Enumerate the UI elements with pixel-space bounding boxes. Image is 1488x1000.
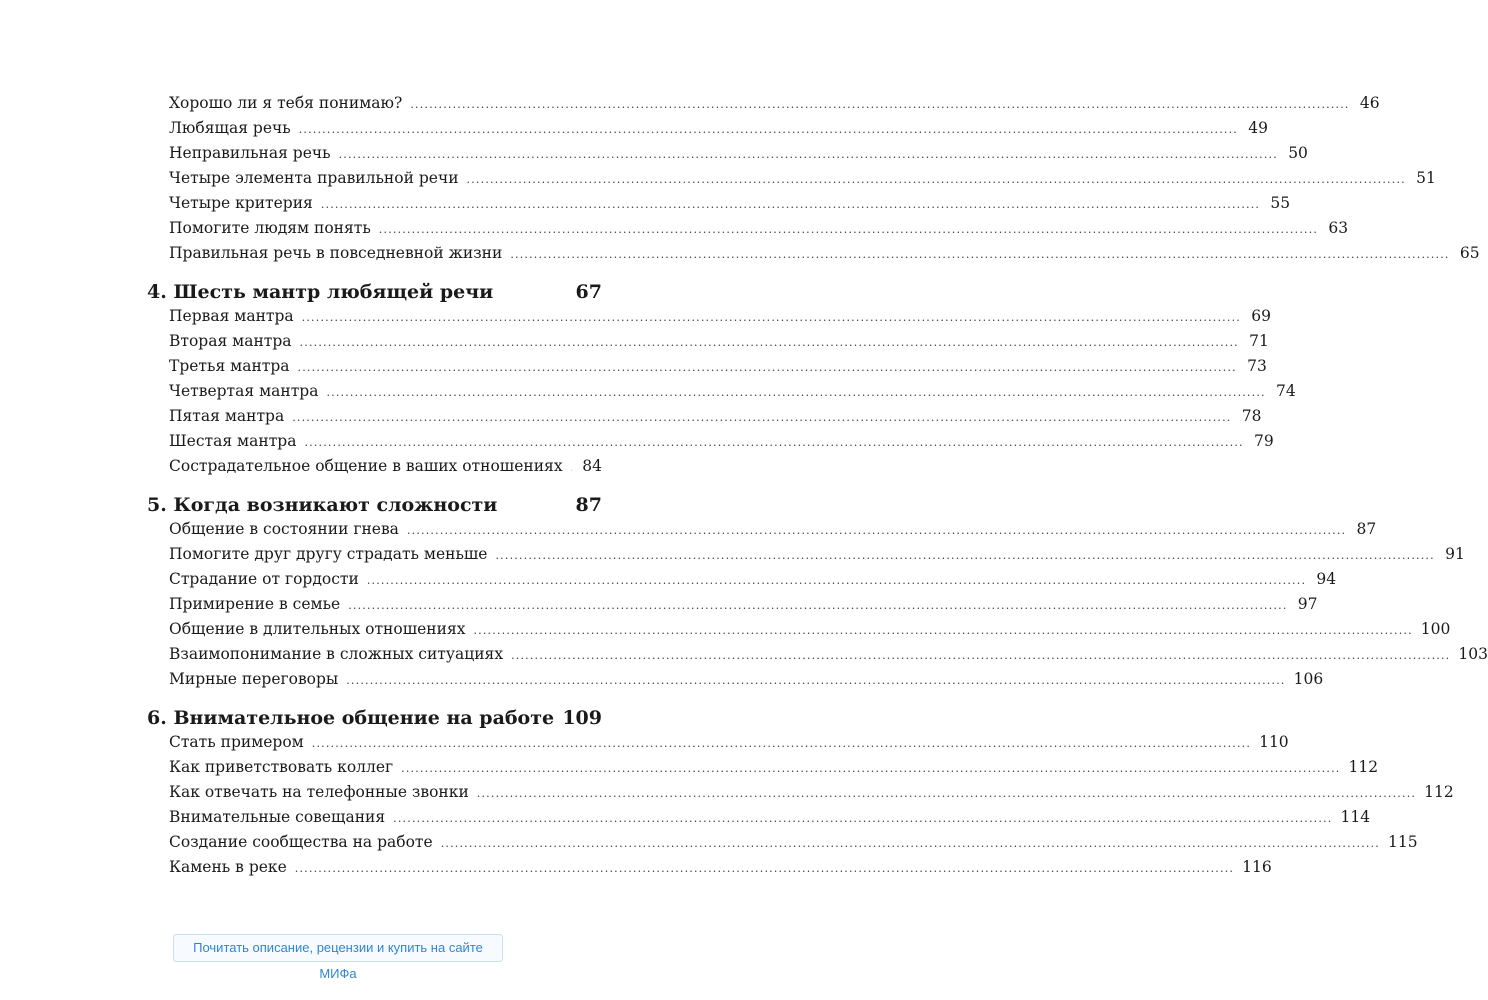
dot-leader: ........................................................................................................................................................................................................ [393,812,1333,825]
entry-page-number: 94 [1316,570,1337,588]
entry-page-number: 71 [1249,332,1269,350]
toc-entry [169,570,1337,588]
chapter-title: 5. Когда возникают сложности [147,494,498,516]
entry-title: Взаимопонимание в сложных ситуациях [169,645,504,663]
entry-title: Неправильная речь [169,144,331,162]
toc-entry [169,645,1488,663]
dot-leader: ........................................................................................................................................................................................................ [511,649,1451,662]
dot-leader: ........................................................................................................................................................................................................ [311,737,1252,750]
chapter-page-number: 87 [575,494,602,516]
dot-leader [571,461,572,474]
entry-title: Мирные переговоры [169,670,339,688]
entry-title: Четвертая мантра [169,382,319,400]
entry-page-number: 63 [1328,219,1349,237]
entry-page-number: 114 [1340,808,1371,826]
entry-page-number: 55 [1270,194,1291,212]
dot-leader: ........................................................................................................................................................................................................ [476,787,1417,800]
dot-leader: ........................................................................................................................................................................................................ [466,173,1406,186]
entry-title: Четыре элемента правильной речи [169,169,459,187]
entry-page-number: 97 [1297,595,1318,613]
toc-entry [169,244,1480,262]
dot-leader: ........................................................................................................................................................................................................ [326,386,1266,399]
entry-title: Примирение в семье [169,595,341,613]
toc-entry [169,620,1451,638]
dot-leader: ........................................................................................................................................................................................................ [378,223,1319,236]
toc-entry [169,94,1380,112]
entry-title: Первая мантра [169,307,294,325]
entry-page-number: 100 [1420,620,1451,638]
entry-title: Помогите друг другу страдать меньше [169,545,488,563]
entry-page-number: 50 [1288,144,1308,162]
entry-page-number: 112 [1424,783,1454,801]
toc-entry [169,332,1269,350]
dot-leader: ........................................................................................................................................................................................................ [440,837,1381,850]
toc-entry [169,808,1371,826]
dot-leader: ........................................................................................................................................................................................................ [301,311,1241,324]
entry-page-number: 110 [1259,733,1289,751]
entry-page-number: 78 [1241,407,1262,425]
entry-page-number: 112 [1348,758,1379,776]
toc-entry [169,520,1377,538]
toc-entry [169,407,1262,425]
toc-entry [169,307,1271,325]
dot-leader: ........................................................................................................................................................................................................ [298,123,1239,136]
entry-title: Хорошо ли я тебя понимаю? [169,94,403,112]
chapter-page-number: 109 [562,707,602,729]
entry-page-number: 74 [1276,382,1296,400]
chapter-page-number: 67 [575,281,602,303]
toc-entry [169,357,1267,375]
toc-chapter-heading [147,494,602,516]
dot-leader: ........................................................................................................................................................................................................ [294,862,1235,875]
dot-leader: ........................................................................................................................................................................................................ [338,148,1278,161]
entry-title: Внимательные совещания [169,808,386,826]
entry-page-number: 46 [1359,94,1380,112]
toc-entry [169,144,1308,162]
dot-leader: ........................................................................................................................................................................................................ [348,599,1288,612]
entry-title: Создание сообщества на работе [169,833,433,851]
dot-leader: ........................................................................................................................................................................................................ [292,411,1232,424]
entry-page-number: 51 [1416,169,1436,187]
toc-entry [169,670,1324,688]
dot-leader: ........................................................................................................................................................................................................ [401,762,1341,775]
entry-page-number: 79 [1254,432,1274,450]
entry-title: Общение в длительных отношениях [169,620,466,638]
toc-chapter-heading [147,707,602,729]
store-link-button[interactable]: Почитать описание, рецензии и купить на сайте МИФа [173,934,503,962]
toc-entry [169,457,602,475]
dot-leader: ........................................................................................................................................................................................................ [473,624,1413,637]
dot-leader: ........................................................................................................................................................................................................ [304,436,1244,449]
entry-page-number: 65 [1459,244,1480,262]
dot-leader: ........................................................................................................................................................................................................ [297,361,1237,374]
toc-entry [169,733,1289,751]
entry-page-number: 49 [1248,119,1269,137]
toc-entry [169,783,1454,801]
toc-entry [169,194,1291,212]
entry-page-number: 69 [1251,307,1271,325]
toc-entry [169,595,1318,613]
entry-page-number: 106 [1293,670,1324,688]
entry-page-number: 116 [1242,858,1272,876]
entry-title: Четыре критерия [169,194,313,212]
dot-leader: ........................................................................................................................................................................................................ [410,98,1350,111]
entry-title: Страдание от гордости [169,570,359,588]
entry-title: Любящая речь [169,119,291,137]
toc-entry [169,858,1272,876]
dot-leader: ........................................................................................................................................................................................................ [510,248,1450,261]
toc-entry [169,545,1465,563]
toc-entry [169,219,1349,237]
dot-leader: ........................................................................................................................................................................................................ [346,674,1286,687]
entry-page-number: 84 [582,457,602,475]
dot-leader: ........................................................................................................................................................................................................ [366,574,1307,587]
entry-page-number: 103 [1458,645,1488,663]
dot-leader: ........................................................................................................................................................................................................ [299,336,1239,349]
entry-title: Общение в состоянии гнева [169,520,399,538]
entry-title: Правильная речь в повседневной жизни [169,244,503,262]
entry-title: Стать примером [169,733,304,751]
entry-page-number: 87 [1356,520,1377,538]
chapter-title: 4. Шесть мантр любящей речи [147,281,494,303]
entry-title: Вторая мантра [169,332,292,350]
entry-title: Как отвечать на телефонные звонки [169,783,469,801]
entry-title: Камень в реке [169,858,287,876]
entry-title: Помогите людям понять [169,219,371,237]
entry-title: Сострадательное общение в ваших отношениях [169,457,563,475]
toc-entry [169,382,1296,400]
toc-entry [169,169,1436,187]
chapter-title: 6. Внимательное общение на работе [147,707,555,729]
toc-entry [169,432,1274,450]
entry-title: Третья мантра [169,357,290,375]
entry-title: Как приветствовать коллег [169,758,394,776]
toc-entry [169,833,1418,851]
entry-title: Пятая мантра [169,407,285,425]
entry-page-number: 91 [1445,545,1465,563]
toc-entry [169,119,1269,137]
entry-title: Шестая мантра [169,432,297,450]
dot-leader: ........................................................................................................................................................................................................ [320,198,1261,211]
entry-page-number: 115 [1388,833,1418,851]
entry-page-number: 73 [1247,357,1267,375]
dot-leader: ........................................................................................................................................................................................................ [495,549,1435,562]
toc-chapter-heading [147,281,602,303]
dot-leader: ........................................................................................................................................................................................................ [406,524,1347,537]
toc-entry [169,758,1379,776]
